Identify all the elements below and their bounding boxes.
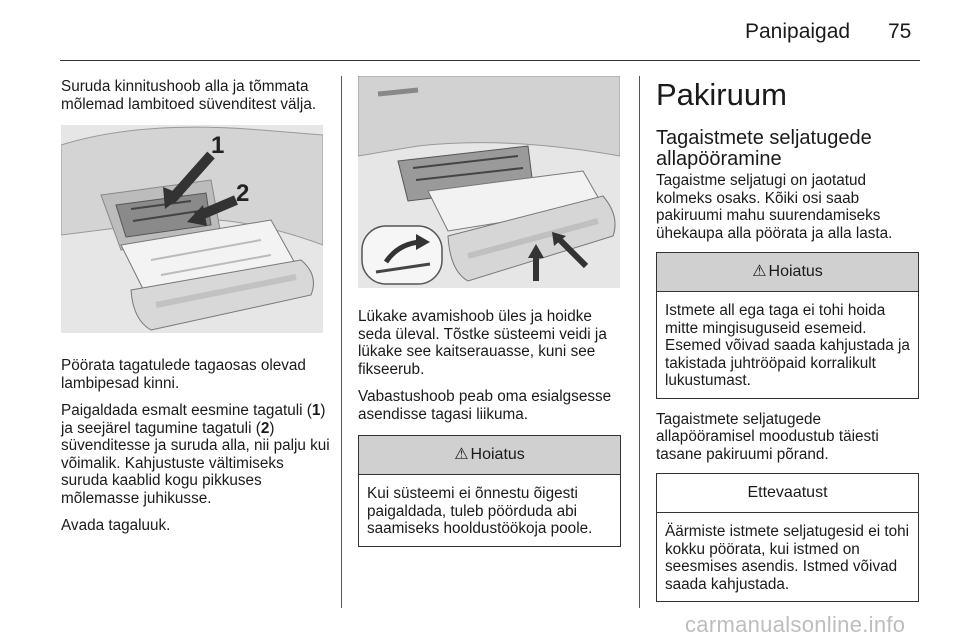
col3-paragraph-2: Tagaistmete seljatugede allapööramisel moodustub täiesti tasane pakiruumi põrand. — [656, 410, 879, 463]
illustration-tail-light-holders — [61, 125, 323, 333]
col1-paragraph-1: Pöörata tagatulede tagaosas olevad lambipesad kinni. — [61, 357, 306, 392]
illustration-carrier-insert — [358, 76, 620, 288]
watermark: carmanualsonline.info — [685, 612, 906, 637]
warning-box-1-title: Hoiatus — [470, 446, 525, 464]
caution-box-header — [657, 474, 918, 513]
warning-box-1-text: Kui süsteemi ei õnnestu õigesti paigaldada, tuleb pöörduda abi saamiseks hooldustöökoja poole. — [367, 485, 593, 537]
carrier-insert-illustration — [358, 76, 620, 288]
warning-triangle-icon: ⚠ — [454, 446, 469, 464]
warning-box-2 — [656, 252, 919, 399]
warning-box-2-text: Istmete all ega taga ei tohi hoida mitte mingisuguseid esemeid. Esemed võivad saada kahjustada ja takistada juhtrööpaid korralikult lukustumast. — [665, 302, 910, 389]
section-subheading: Tagaistmete seljatugede allapööramine — [656, 127, 872, 170]
col2-paragraph-1: Lükake avamishoob üles ja hoidke seda üleval. Tõstke süsteemi veidi ja lükake see kaitserauasse, kuni see fikseerub. — [358, 308, 607, 378]
col1-intro: Suruda kinnitushoob alla ja tõmmata mõlemad lambitoed süvenditest välja. — [61, 78, 317, 113]
page-header-title: Panipaigad — [745, 20, 851, 43]
warning-box-1-header — [359, 436, 620, 475]
column-divider-1 — [341, 76, 342, 608]
section-heading: Pakiruum — [656, 77, 787, 112]
caution-box-text: Äärmiste istmete seljatugesid ei tohi kokku pöörata, kui istmed on seesmises asendis. Istmed võivad saada kahjustada. — [665, 523, 910, 593]
warning-box-2-title: Hoiatus — [768, 263, 823, 281]
col1-paragraph-2: Paigaldada esmalt eesmine tagatuli (1) ja seejärel tagumine tagatuli (2) süvenditesse ja suruda alla, nii palju kui võimalik. Kahjustuste vältimiseks suruda kaablid kogu pikkuses mõlemasse juhikusse. — [61, 402, 330, 507]
callout-1: 1 — [211, 132, 225, 159]
col3-paragraph-1: Tagaistme seljatugi on jaotatud kolmeks osaks. Kõiki osi saab pakiruumi mahu suurendamiseks ühekaupa alla pöörata ja alla lasta. — [656, 172, 893, 242]
tail-light-illustration — [61, 125, 323, 333]
column-3 — [656, 78, 920, 602]
header-rule — [60, 60, 920, 61]
warning-box-2-header — [657, 253, 918, 292]
column-2 — [358, 76, 622, 547]
caution-box — [656, 473, 919, 602]
page-number: 75 — [888, 20, 912, 43]
column-divider-2 — [639, 76, 640, 608]
caution-box-title: Ettevaatust — [747, 484, 828, 502]
col2-paragraph-2: Vabastushoob peab oma esialgsesse asendisse tagasi liikuma. — [358, 388, 612, 423]
col1-paragraph-3: Avada tagaluuk. — [61, 517, 171, 534]
warning-triangle-icon: ⚠ — [752, 263, 767, 281]
callout-2: 2 — [236, 180, 250, 207]
column-1 — [61, 78, 333, 545]
warning-box-1 — [358, 435, 621, 547]
